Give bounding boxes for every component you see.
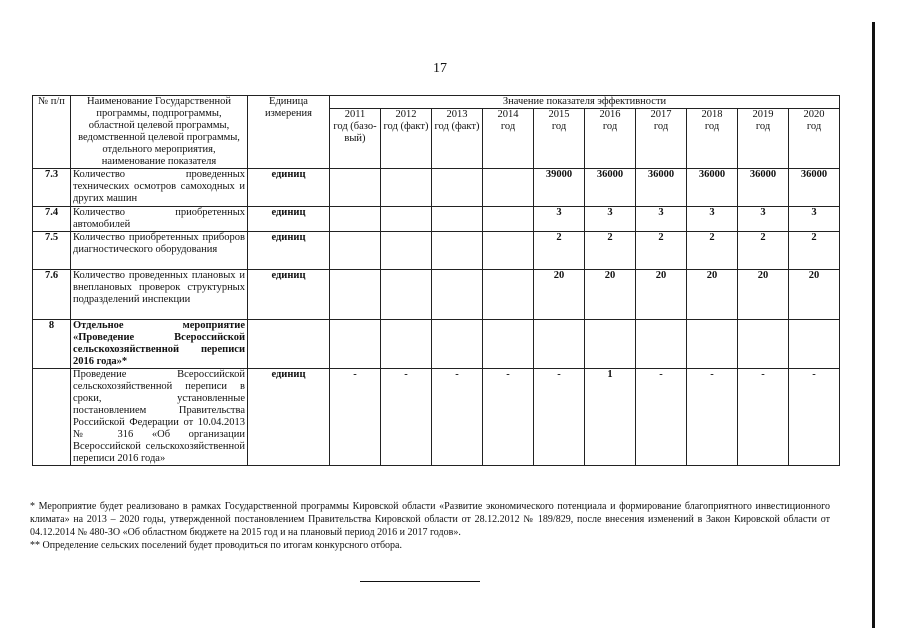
row-value: 36000 (687, 169, 738, 207)
row-value (687, 320, 738, 369)
row-value (483, 270, 534, 320)
row-value: - (432, 369, 483, 466)
row-value (381, 169, 432, 207)
header-year-label: год (653, 121, 669, 133)
row-value (738, 320, 789, 369)
row-unit: единиц (248, 369, 330, 466)
row-value: 39000 (534, 169, 585, 207)
row-value: 2 (585, 232, 636, 270)
row-value: 3 (687, 207, 738, 232)
table-row (33, 207, 840, 232)
header-year-value: 2014 (497, 109, 519, 121)
bottom-separator (360, 581, 480, 582)
row-value: 20 (636, 270, 687, 320)
row-value (534, 320, 585, 369)
row-unit (248, 320, 330, 369)
row-name: Проведение Всероссийской сельскохозяйственной переписи в сроки, установленные постановлением Правительства Российской Федерации от 10.04.2013 № 316 «Об организации Всероссийской сельскохозяйственной переписи 2016 года» (71, 369, 248, 466)
row-unit: единиц (248, 169, 330, 207)
row-value: 3 (738, 207, 789, 232)
table-row (33, 169, 840, 207)
header-year-2019 (738, 109, 789, 169)
row-name: Количество приобретенных приборов диагностического оборудования (71, 232, 248, 270)
header-year-2017 (636, 109, 687, 169)
row-value: 2 (636, 232, 687, 270)
table-row (33, 270, 840, 320)
row-value: - (687, 369, 738, 466)
header-year-label: год (факт) (383, 121, 429, 133)
row-value (483, 320, 534, 369)
row-value (483, 207, 534, 232)
header-year-label: год (806, 121, 822, 133)
row-value (381, 270, 432, 320)
row-value: - (789, 369, 840, 466)
header-year-value: 2017 (650, 109, 672, 121)
row-value: 36000 (636, 169, 687, 207)
header-values-title: Значение показателя эффективности (330, 96, 840, 109)
row-value: 20 (789, 270, 840, 320)
row-value: 2 (534, 232, 585, 270)
row-value (585, 320, 636, 369)
row-number: 7.4 (33, 207, 71, 232)
table-row (33, 232, 840, 270)
footnotes (30, 500, 830, 552)
row-value (483, 232, 534, 270)
footnote-1: * Мероприятие будет реализовано в рамках Государственной программы Кировской области «Развитие экономического потенциала и формирование благоприятного инвестиционного климата» на 2013 – 2020 годы, утвержденной постановлением Правительства Кировской области от 28.12.2012 № 189/829, после внесения изменений в Закон Кировской области от 04.12.2014 № 480-ЗО «Об областном бюджете на 2015 год и на плановый период 2016 и 2017 годов». (30, 501, 830, 538)
row-value: 3 (636, 207, 687, 232)
row-value: - (738, 369, 789, 466)
header-year-value: 2016 (599, 109, 621, 121)
header-year-label: год (704, 121, 720, 133)
row-number (33, 369, 71, 466)
right-margin-rule (872, 22, 875, 628)
row-number: 8 (33, 320, 71, 369)
row-value (432, 232, 483, 270)
row-value: 2 (738, 232, 789, 270)
row-value (330, 207, 381, 232)
row-value (330, 232, 381, 270)
row-unit: единиц (248, 232, 330, 270)
row-value (330, 270, 381, 320)
row-value: 36000 (789, 169, 840, 207)
row-value: 36000 (585, 169, 636, 207)
header-year-2011 (330, 109, 381, 169)
row-value: 2 (789, 232, 840, 270)
row-value (789, 320, 840, 369)
header-year-2012 (381, 109, 432, 169)
row-value (381, 232, 432, 270)
header-year-value: 2011 (344, 109, 366, 121)
header-year-label: год (755, 121, 771, 133)
header-year-value: 2020 (803, 109, 825, 121)
row-value (432, 207, 483, 232)
row-value (636, 320, 687, 369)
header-unit: Единица измерения (248, 96, 330, 169)
row-value: 20 (585, 270, 636, 320)
row-value: - (636, 369, 687, 466)
row-name: Количество проведенных технических осмотров самоходных и других машин (71, 169, 248, 207)
row-number: 7.5 (33, 232, 71, 270)
row-value (330, 320, 381, 369)
row-value: 20 (534, 270, 585, 320)
header-year-2016 (585, 109, 636, 169)
page-number: 17 (433, 61, 447, 76)
row-value: 36000 (738, 169, 789, 207)
header-year-label: год (602, 121, 618, 133)
row-value (381, 320, 432, 369)
row-name: Отдельное мероприятие «Проведение Всероссийской сельскохозяйственной переписи 2016 года»* (71, 320, 248, 369)
header-year-label: год (факт) (434, 121, 480, 133)
header-year-value: 2018 (701, 109, 723, 121)
row-value: 2 (687, 232, 738, 270)
row-value (432, 270, 483, 320)
row-value (432, 320, 483, 369)
row-value: 20 (738, 270, 789, 320)
row-unit: единиц (248, 270, 330, 320)
row-value (432, 169, 483, 207)
table-row (33, 320, 840, 369)
header-year-value: 2019 (752, 109, 774, 121)
row-value: 3 (585, 207, 636, 232)
header-num: № п/п (33, 96, 71, 169)
row-value: - (534, 369, 585, 466)
header-year-2020 (789, 109, 840, 169)
row-value (381, 207, 432, 232)
row-unit: единиц (248, 207, 330, 232)
indicators-table (32, 95, 840, 466)
row-value: - (483, 369, 534, 466)
footnote-2: ** Определение сельских поселений будет проводиться по итогам конкурсного отбора. (30, 540, 402, 551)
row-value: - (381, 369, 432, 466)
header-year-label: год (базо-вый) (333, 121, 377, 145)
row-value: 20 (687, 270, 738, 320)
header-year-value: 2015 (548, 109, 570, 121)
row-value (330, 169, 381, 207)
row-value: 1 (585, 369, 636, 466)
header-year-2014 (483, 109, 534, 169)
header-year-label: год (500, 121, 516, 133)
row-value (483, 169, 534, 207)
header-year-value: 2013 (446, 109, 468, 121)
row-value: 3 (789, 207, 840, 232)
row-name: Количество проведенных плановых и внеплановых проверок структурных подразделений инспекции (71, 270, 248, 320)
header-year-value: 2012 (395, 109, 417, 121)
table-row (33, 369, 840, 466)
row-number: 7.6 (33, 270, 71, 320)
header-year-2015 (534, 109, 585, 169)
header-year-2013 (432, 109, 483, 169)
header-name: Наименование Государственной программы, подпрограммы, областной целевой программы, ведомственной целевой программы, отдельного мероприятия, наименование показателя (71, 96, 248, 169)
row-value: 3 (534, 207, 585, 232)
header-year-label: год (551, 121, 567, 133)
header-year-2018 (687, 109, 738, 169)
row-name: Количество приобретенных автомобилей (71, 207, 248, 232)
row-value: - (330, 369, 381, 466)
row-number: 7.3 (33, 169, 71, 207)
